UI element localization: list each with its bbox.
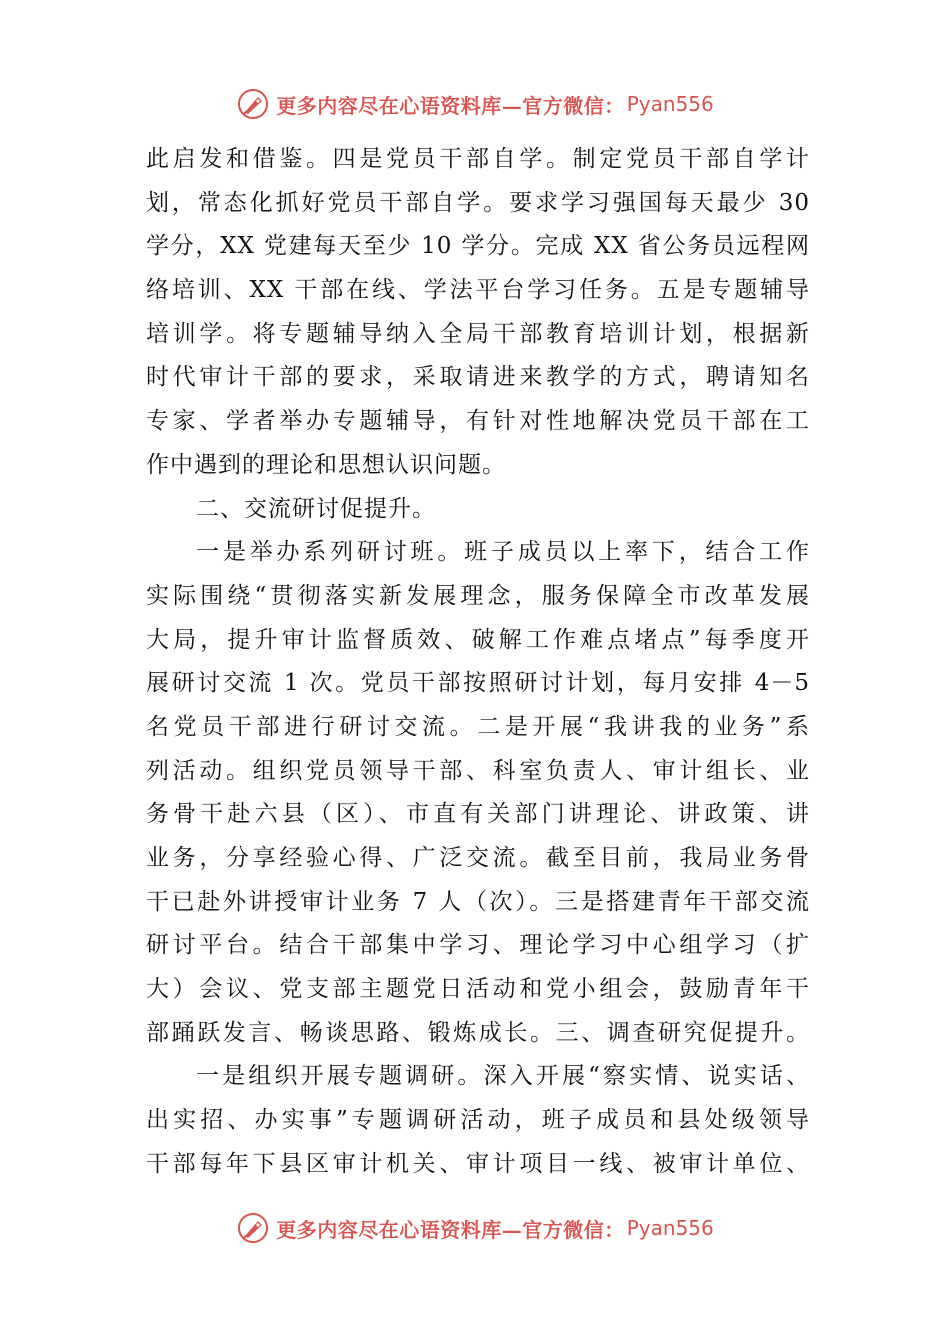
text-line: 列活动。组织党员领导干部、科室负责人、审计组长、业 bbox=[146, 757, 810, 784]
text-line: 实际围绕“贯彻落实新发展理念，服务保障全市改革发展 bbox=[146, 582, 810, 609]
body-text bbox=[146, 138, 810, 1187]
text-line: 培训学。将专题辅导纳入全局干部教育培训计划，根据新 bbox=[146, 320, 810, 347]
footer-banner-text: 更多内容尽在心语资料库—官方微信： bbox=[276, 1217, 625, 1242]
header-wechat-id: Pyan556 bbox=[626, 92, 714, 116]
text-line: 研讨平台。结合干部集中学习、理论学习中心组学习（扩 bbox=[146, 932, 810, 959]
text-line: 展研讨交流 1 次。党员干部按照研讨计划，每月安排 4－5 bbox=[146, 670, 810, 697]
text-line: 大）会议、党支部主题党日活动和党小组会，鼓励青年干 bbox=[146, 976, 810, 1003]
text-line: 务骨干赴六县（区）、市直有关部门讲理论、讲政策、讲 bbox=[146, 801, 810, 828]
header-banner-text: 更多内容尽在心语资料库—官方微信： bbox=[276, 93, 625, 118]
text-line: 业务，分享经验心得、广泛交流。截至目前，我局业务骨 bbox=[146, 845, 810, 871]
text-line: 干部每年下县区审计机关、审计项目一线、被审计单位、 bbox=[146, 1150, 810, 1177]
text-line: 学分，XX 党建每天至少 10 学分。完成 XX 省公务员远程网 bbox=[146, 233, 810, 260]
footer-wechat-id: Pyan556 bbox=[626, 1216, 714, 1240]
text-line: 大局，提升审计监督质效、破解工作难点堵点”每季度开 bbox=[146, 626, 810, 653]
footer-banner bbox=[0, 1208, 950, 1248]
text-line: 时代审计干部的要求，采取请进来教学的方式，聘请知名 bbox=[146, 364, 810, 391]
text-line: 一是组织开展专题调研。深入开展“察实情、说实话、 bbox=[196, 1063, 810, 1090]
text-line: 划，常态化抓好党员干部自学。要求学习强国每天最少 30 bbox=[146, 189, 810, 216]
text-line: 出实招、办实事”专题调研活动，班子成员和县处级领导 bbox=[146, 1107, 810, 1134]
pen-nib-logo-icon bbox=[236, 1211, 270, 1245]
text-line: 名党员干部进行研讨交流。二是开展“我讲我的业务”系 bbox=[146, 713, 810, 740]
text-line: 此启发和借鉴。四是党员干部自学。制定党员干部自学计 bbox=[146, 146, 810, 172]
text-line: 专家、学者举办专题辅导，有针对性地解决党员干部在工 bbox=[146, 408, 810, 435]
header-banner bbox=[0, 84, 950, 124]
text-line: 部踊跃发言、畅谈思路、锻炼成长。三、调查研究促提升。 bbox=[146, 1019, 810, 1046]
text-line: 干已赴外讲授审计业务 7 人（次）。三是搭建青年干部交流 bbox=[146, 888, 810, 915]
section-heading: 二、交流研讨促提升。 bbox=[196, 495, 436, 522]
text-line: 一是举办系列研讨班。班子成员以上率下，结合工作 bbox=[196, 539, 810, 566]
text-line: 络培训、XX 干部在线、学法平台学习任务。五是专题辅导 bbox=[146, 277, 810, 304]
pen-nib-logo-icon bbox=[236, 87, 270, 121]
text-line: 作中遇到的理论和思想认识问题。 bbox=[146, 451, 506, 478]
